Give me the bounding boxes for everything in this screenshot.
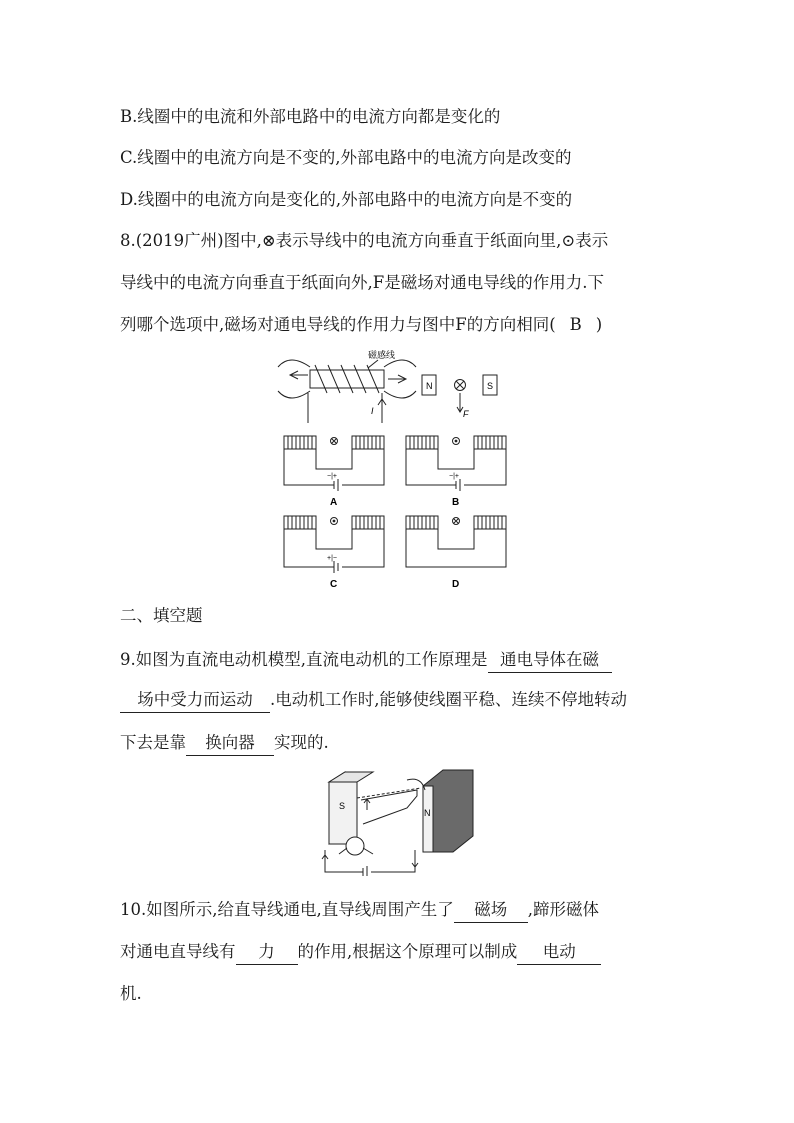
q8-option-c-label: C (330, 579, 338, 590)
q10-line2 (120, 940, 601, 965)
q9-blank1a: 通电导体在磁 (488, 648, 612, 673)
q8-solenoid-coil (315, 365, 379, 393)
q10-prefix: 10.如图所示,给直导线通电,直导线周围产生了 (120, 900, 454, 919)
q8-wire-in-cross (456, 381, 464, 389)
q8-label-current: I (371, 406, 374, 416)
q8-figure (270, 347, 530, 593)
q9-line1 (120, 648, 612, 673)
q9-label-s: S (339, 801, 346, 811)
q10-blank1: 磁场 (454, 898, 528, 923)
q10-line3: 机. (120, 984, 142, 1003)
q8-option-b-battery-sign: −|+ (449, 473, 459, 480)
q9-prefix: 9.如图为直流电动机模型,直流电动机的工作原理是 (120, 650, 488, 669)
q8-field-arrow-right (388, 375, 406, 383)
q8-label-force: F (463, 409, 469, 419)
q9-battery (363, 866, 367, 876)
q8-option-d-diagram (406, 516, 506, 567)
q8-option-a-diagram (284, 436, 384, 491)
q8-line3-prefix: 列哪个选项中,磁场对通电导线的作用力与图中F的方向相同( (120, 315, 556, 334)
q8-line3 (120, 313, 602, 337)
option-b: B.线圈中的电流和外部电路中的电流方向都是变化的 (120, 107, 501, 126)
option-c: C.线圈中的电流方向是不变的,外部电路中的电流方向是改变的 (120, 148, 572, 167)
q8-option-b-diagram (406, 436, 506, 491)
q9-blank2: 换向器 (186, 731, 274, 756)
q9-magnet-s-face (329, 782, 357, 844)
section-title: 二、填空题 (120, 606, 203, 625)
q8-option-a-battery-sign: −|+ (327, 473, 337, 480)
q9-magnet-s-top (329, 772, 373, 782)
q8-line1: 8.(2019广州)图中,⊗表示导线中的电流方向垂直于纸面向里,⊙表示 (120, 231, 609, 250)
q8-line3-suffix: ) (595, 315, 603, 334)
q9-rotation-arrow (407, 779, 425, 790)
q9-rotation-axis (357, 788, 421, 798)
q9-blank1b: 场中受力而运动 (120, 688, 270, 713)
q8-option-a-label: A (330, 497, 338, 508)
q10-line1 (120, 898, 599, 923)
q10-blank2: 力 (236, 940, 298, 965)
q8-label-n: N (426, 381, 433, 391)
q9-line3-prefix: 下去是靠 (120, 733, 186, 752)
q9-mid: .电动机工作时,能够使线圈平稳、连续不停地转动 (270, 690, 627, 709)
q8-field-label-pointer (368, 360, 378, 368)
q8-label-s: S (487, 381, 494, 391)
q8-answer: B (569, 315, 582, 334)
q8-line2: 导线中的电流方向垂直于纸面向外,F是磁场对通电导线的作用力.下 (120, 273, 604, 292)
q9-magnet-n-face (423, 786, 433, 852)
q9-force-arrow (364, 799, 370, 810)
q9-line3-suffix: 实现的. (274, 733, 329, 752)
q10-line2-mid: 的作用,根据这个原理可以制成 (297, 942, 518, 961)
q8-option-c-diagram (284, 516, 384, 573)
q9-circuit (325, 850, 415, 872)
q9-line2 (120, 688, 627, 713)
q10-line1-suffix: ,蹄形磁体 (527, 900, 599, 919)
q8-option-c-battery-sign: +|− (327, 555, 337, 562)
q9-current-arrow-down (412, 858, 418, 867)
q8-label-field: 磁感线 (368, 350, 396, 360)
q9-coil (361, 790, 417, 824)
q9-figure (317, 764, 477, 876)
q8-option-d-label: D (452, 579, 460, 590)
q9-label-n: N (424, 808, 431, 818)
q8-field-arrow-left (290, 371, 308, 379)
q10-blank3: 电动 (517, 940, 601, 965)
q9-line3 (120, 731, 329, 756)
q9-current-arrow-up (322, 855, 328, 864)
q8-option-b-label: B (452, 497, 460, 508)
q10-line2-prefix: 对通电直导线有 (120, 942, 236, 961)
q9-commutator (346, 837, 364, 855)
option-d: D.线圈中的电流方向是变化的,外部电路中的电流方向是不变的 (120, 190, 573, 209)
